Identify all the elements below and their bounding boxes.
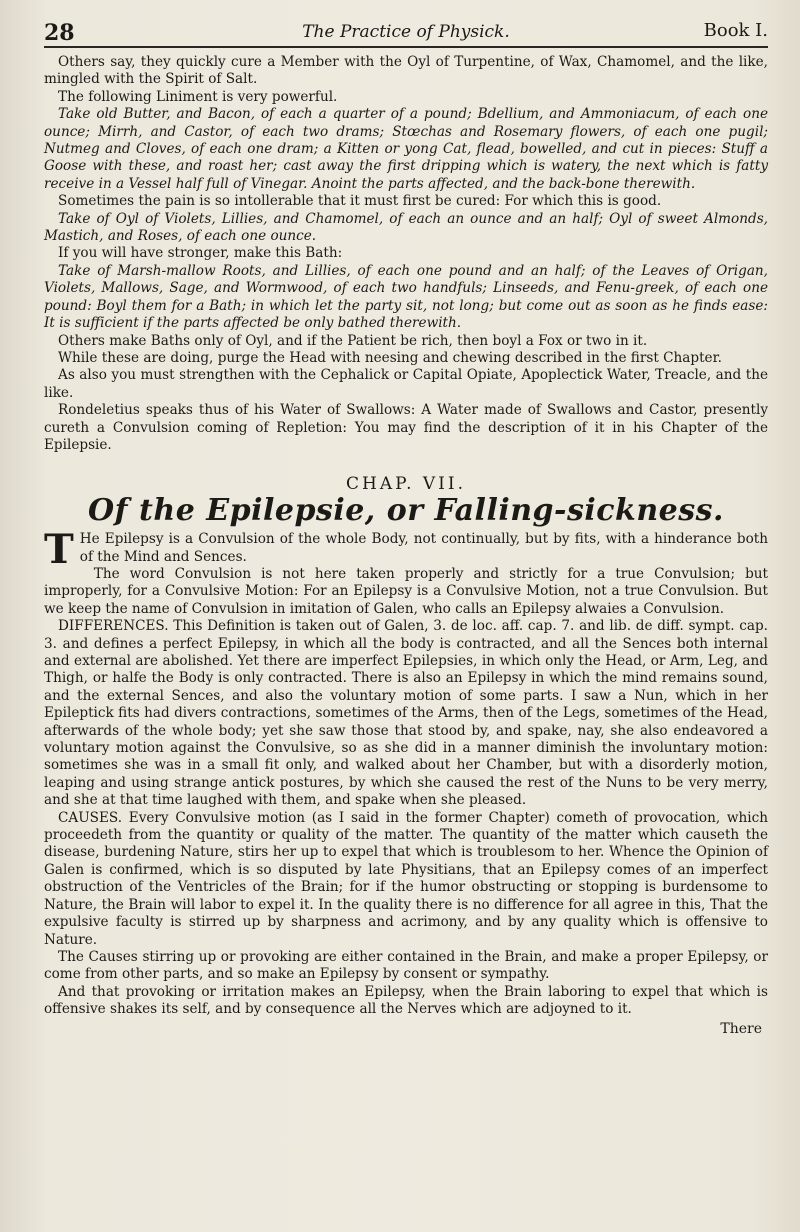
paragraph xyxy=(44,54,768,89)
paragraph-text: Others say, they quickly cure a Member with the Oyl of Turpentine, of Wax, Chamomel, and the like, mingled with the Spirit of Salt. xyxy=(44,54,768,88)
paragraph xyxy=(44,367,768,402)
paragraph xyxy=(44,810,768,949)
paragraph xyxy=(44,106,768,193)
top-paragraphs xyxy=(44,54,768,454)
paragraph-text: Rondeletius speaks thus of his Water of Swallows: A Water made of Swallows and Castor, presently cureth a Convulsion coming of Repletion: You may find the description of it in his Chapter of the Epilepsie. xyxy=(44,402,768,453)
paragraph xyxy=(44,402,768,454)
chapter-paragraphs xyxy=(44,526,768,1018)
paragraph xyxy=(44,350,768,367)
chapter-title: Of the Epilepsie, or Falling-sickness. xyxy=(88,492,724,528)
paragraph xyxy=(44,263,768,333)
body-text xyxy=(44,54,768,1038)
book-label: Book I. xyxy=(703,20,768,41)
paragraph xyxy=(44,526,768,574)
paragraph xyxy=(44,193,768,210)
chapter-heading: CHAP. VII. xyxy=(345,474,467,495)
page-header xyxy=(44,10,768,48)
paragraph-text: If you will have stronger, make this Bath: xyxy=(58,245,343,262)
paragraph-text: The following Liniment is very powerful. xyxy=(58,88,338,105)
catchword: There xyxy=(720,1020,762,1037)
paragraph xyxy=(44,211,768,246)
paragraph-text: While these are doing, purge the Head with neesing and chewing described in the first Chapter. xyxy=(58,349,722,366)
paragraph-text: Take of Marsh-mallow Roots, and Lillies, of each one pound and an half; of the Leaves of Origan, Violets, Mallows, Sage, and Wormwood, of each two handfuls; Linseeds, and Fenu-greek, of each one pound: Boyl them for a Bath; in which let the party sit, not long; but come out as soon as he finds ease: It is sufficient if the parts affected be only bathed therewith. xyxy=(44,262,768,332)
paragraph xyxy=(44,949,768,984)
paragraph xyxy=(44,618,768,809)
paragraph xyxy=(44,333,768,350)
drop-cap: T xyxy=(44,526,74,574)
paragraph-text: As also you must strengthen with the Cephalick or Capital Opiate, Apoplectick Water, Treacle, and the like. xyxy=(44,367,768,401)
paragraph xyxy=(44,566,768,618)
paragraph-text: Take of Oyl of Violets, Lillies, and Chamomel, of each an ounce and an half; Oyl of sweet Almonds, Mastich, and Roses, of each one ounce. xyxy=(44,210,768,245)
paragraph-text: Others make Baths only of Oyl, and if the Patient be rich, then boyl a Fox or two in it. xyxy=(58,332,648,349)
paragraph xyxy=(44,89,768,106)
paragraph-text: He Epilepsy is a Convulsion of the whole Body, not continually, but by fits, with a hinderance both of the Mind and Sences. xyxy=(79,531,768,565)
paragraph-text: The Causes stirring up or provoking are either contained in the Brain, and make a proper Epilepsy, or come from other parts, and so make an Epilepsy by consent or sympathy. xyxy=(44,948,768,983)
paragraph-text: Take old Butter, and Bacon, of each a quarter of a pound; Bdellium, and Ammoniacum, of each one ounce; Mirrh, and Castor, of each two drams; Stœchas and Rosemary flowers, of each one pugil; Nutmeg and Cloves, of each one dram; a Kitten or yong Cat, flead, bowelled, and cut in pieces: Stuff a Goose with these, and roast her; cast away the first dripping which is watery, the next which is fatty receive in a Vessel half full of Vinegar. Anoint the parts affected, and the back-bone therewith. xyxy=(44,106,768,192)
page-number: 28 xyxy=(44,20,75,46)
paragraph-text: CAUSES. Every Convulsive motion (as I said in the former Chapter) cometh of provocation, which proceedeth from the quantity or quality of the matter. The quantity of the matter which causeth the disease, burdening Nature, stirs her up to expel that which is troublesom to her. Whence the Opinion of Galen is confirmed, which is so disputed by late Physitians, that an Epilepsy comes of an imperfect obstruction of the Ventricles of the Brain; for if the humor obstructing or stopping is burdensome to Nature, the Brain will labor to expel it. In the quality there is no difference for all agree in this, That the expulsive faculty is stirred up by sharpness and acrimony, and by any quality which is offensive to Nature. xyxy=(44,809,768,948)
page-content xyxy=(44,10,768,1038)
paragraph-text: And that provoking or irritation makes an Epilepsy, when the Brain laboring to expel that which is offensive shakes its self, and by consequence all the Nerves which are adjoyned to it. xyxy=(44,983,768,1018)
paragraph-text: The word Convulsion is not here taken properly and strictly for a true Convulsion; but improperly, for a Convulsive Motion: For an Epilepsy is a Convulsive Motion, not a true Convulsion. But we keep the name of Convulsion in imitation of Galen, who calls an Epilepsy alwaies a Convulsion. xyxy=(44,565,768,617)
paragraph-text: DIFFERENCES. This Definition is taken out of Galen, 3. de loc. aff. cap. 7. and lib. de diff. sympt. cap. 3. and defines a perfect Epilepsy, in which all the body is contracted, and all the Sences both internal and external are abolished. Yet there are imperfect Epilepsies, in which only the Head, or Arm, Leg, and Thigh, or halfe the Body is only contracted. There is also an Epilepsy in which the mind remains sound, and the external Sences, and also the voluntary motion of some parts. I saw a Nun, which in her Epileptick fits had divers contractions, sometimes of the Arms, then of the Legs, sometimes of the Head, afterwards of the whole body; yet she saw those that stood by, and spake, nay, she also endeavored a voluntary motion against the Convulsive, so as she did in a manner diminish the involuntary motion: sometimes she was in a small fit only, and walked about her Chamber, but with a disorderly motion, leaping and using strange antick postures, by which she caused the rest of the Nuns to be very merry, and she at that time laughed with them, and spake when she pleased. xyxy=(44,618,768,809)
paragraph xyxy=(44,245,768,262)
running-title: The Practice of Physick. xyxy=(302,22,510,42)
paragraph xyxy=(44,984,768,1019)
paragraph-text: Sometimes the pain is so intollerable that it must first be cured: For which this is good. xyxy=(58,193,662,210)
